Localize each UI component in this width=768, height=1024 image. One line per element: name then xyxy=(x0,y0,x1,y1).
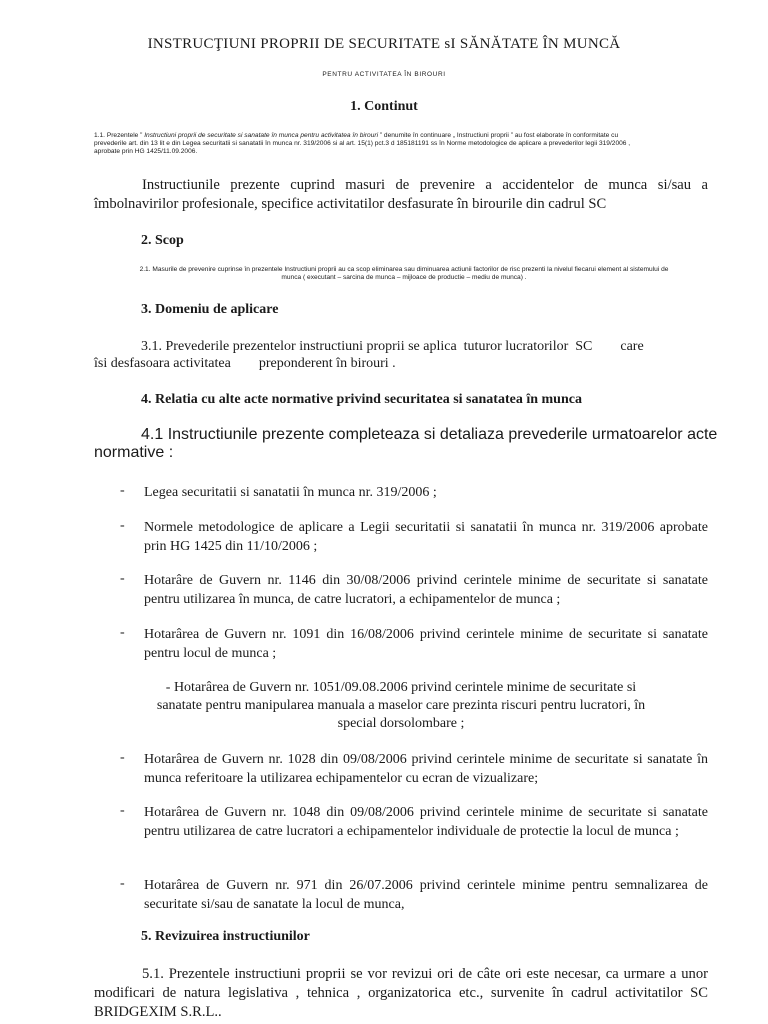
section-4-heading: 4. Relatia cu alte acte normative privind securitatea si sanatatea în munca xyxy=(141,392,582,407)
document-title: INSTRUCŢIUNI PROPRII DE SECURITATE sI SĂNĂTATE ÎN MUNCĂ xyxy=(147,36,621,52)
note-line-2: prevederile art. din 13 lit e din Legea securitatii si sanatatii în munca nr. 319/2006 si al art. 15(1) pct.3 d 185181191 ss în Norme metodologice de aplicare a prevederilor legii 319/2006 , xyxy=(94,140,631,147)
centered-item-line-1: - Hotarârea de Guvern nr. 1051/09.08.2006 privind cerintele minime de securitate si xyxy=(165,680,637,695)
scope-line-1: 2.1. Masurile de prevenire cuprinse în prezentele Instructiuni proprii au ca scop eliminarea sau diminuarea actiunii factorilor de risc prezenti la nivelul fiecarui element al sistemului de xyxy=(139,266,669,273)
list-dash: - xyxy=(120,876,125,891)
centered-list-item xyxy=(94,679,708,733)
list-dash: - xyxy=(120,571,125,586)
note-prefix: 1.1. Prezentele ” xyxy=(94,132,143,139)
scope-line-2: munca ( executant – sarcina de munca – mijloace de productie – mediu de munca) . xyxy=(281,274,527,281)
section-3-line-2: îsi desfasoara activitatea preponderent în birouri . xyxy=(94,356,396,371)
section-1-paragraph: Instructiunile prezente cuprind masuri de prevenire a accidentelor de munca si/sau a îmbolnavirilor profesionale, specifice activitatilor desfasurate în birourile din cadrul SC xyxy=(94,177,708,212)
centered-item-line-3: special dorsolombare ; xyxy=(337,716,465,731)
note-rest: ” denumite în continuare „ Instructiuni proprii ” au fost elaborate în conformitate cu xyxy=(378,132,619,139)
list-item: Hotarâre de Guvern nr. 1146 din 30/08/2006 privind cerintele minime de securitate si sanatate pentru utilizarea în munca, de catre lucratori, a echipamentelor de munca ; xyxy=(144,573,708,607)
section-2-heading: 2. Scop xyxy=(141,233,184,248)
section-4-intro-1: 4.1 Instructiunile prezente completeaza si detaliaza prevederile urmatoarelor acte xyxy=(141,426,718,443)
list-dash: - xyxy=(120,518,125,533)
section-3-heading: 3. Domeniu de aplicare xyxy=(141,302,279,317)
section-4-intro-2: normative : xyxy=(94,444,174,461)
list-dash: - xyxy=(120,750,125,765)
list-dash: - xyxy=(120,483,125,498)
list-dash: - xyxy=(120,625,125,640)
list-item: Hotarârea de Guvern nr. 1091 din 16/08/2006 privind cerintele minime de securitate si sanatate pentru locul de munca ; xyxy=(144,627,708,661)
section-1-note xyxy=(94,132,714,156)
document-subtitle: PENTRU ACTIVITATEA ÎN BIROURI xyxy=(322,71,446,78)
section-2-note xyxy=(94,266,714,282)
note-line-3: aprobate prin HG 1425/11.09.2006. xyxy=(94,148,198,155)
section-3-line-1: 3.1. Prevederile prezentelor instructiuni proprii se aplica tuturor lucratorilor SC care xyxy=(141,339,644,354)
section-5-heading: 5. Revizuirea instructiunilor xyxy=(141,929,310,944)
list-item: Hotarârea de Guvern nr. 1048 din 09/08/2006 privind cerintele minime de securitate si sanatate pentru utilizarea de catre lucratori a echipamentelor individuale de protectie la locul de munca ; xyxy=(144,805,708,839)
list-dash: - xyxy=(120,803,125,818)
note-italic-title: Instructiuni proprii de securitate si sanatate în munca pentru activitatea în birouri xyxy=(142,132,379,139)
centered-item-line-2: sanatate pentru manipularea manuala a maselor care prezinta riscuri pentru lucratori, în xyxy=(156,698,646,713)
section-5-paragraph: 5.1. Prezentele instructiuni proprii se vor revizui ori de câte ori este necesar, ca urmare a unor modificari de natura legislativa , tehnica , organizatorica etc., survenite în cadrul activitatilor SC BRIDGEXIM S.R.L.. xyxy=(94,966,708,1020)
list-item: Legea securitatii si sanatatii în munca nr. 319/2006 ; xyxy=(144,485,437,500)
list-item: Hotarârea de Guvern nr. 971 din 26/07.2006 privind cerintele minime pentru semnalizarea de securitate si/sau de sanatate la locul de munca, xyxy=(144,878,708,912)
list-item: Hotarârea de Guvern nr. 1028 din 09/08/2006 privind cerintele minime de securitate si sanatate în munca referitoare la utilizarea echipamentelor cu ecran de vizualizare; xyxy=(144,752,708,786)
list-item: Normele metodologice de aplicare a Legii securitatii si sanatatii în munca nr. 319/2006 aprobate prin HG 1425 din 11/10/2006 ; xyxy=(144,520,708,554)
section-1-heading: 1. Continut xyxy=(350,99,418,114)
